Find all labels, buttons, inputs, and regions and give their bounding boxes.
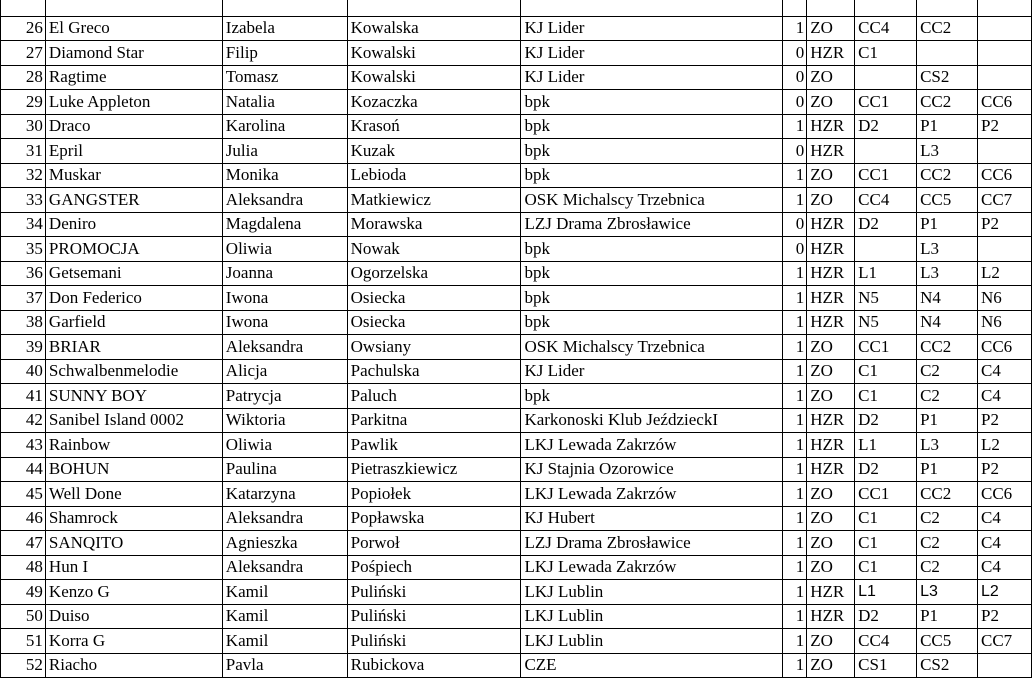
cell-rider-last-name: Popiołek (347, 482, 521, 507)
cell-horse-name: Don Federico (45, 286, 222, 311)
cell-rider-last-name: Parkitna (347, 408, 521, 433)
cell-class-3: CC7 (977, 188, 1031, 213)
cell-entry-number: 42 (1, 408, 46, 433)
table-row (1, 310, 1032, 335)
cell-flag-value: 1 (783, 408, 807, 433)
cell-horse-name: Diamond Star (45, 41, 222, 66)
table-row (1, 90, 1032, 115)
cell-class-3: N6 (977, 310, 1031, 335)
cell-entry-number: 35 (1, 237, 46, 262)
cell-rider-first-name: Karolina (222, 114, 347, 139)
cell-category: HZR (807, 286, 855, 311)
cell-horse-name: El Greco (45, 16, 222, 41)
cell-horse-name: Deniro (45, 212, 222, 237)
cell-class-1: C1 (855, 555, 917, 580)
cell-class-2: CC2 (917, 482, 978, 507)
cell-horse-name: SUNNY BOY (45, 384, 222, 409)
cell-class-3: L2 (977, 433, 1031, 458)
cell-entry-number: 28 (1, 65, 46, 90)
cell-category: HZR (807, 212, 855, 237)
cell-horse-name: Getsemani (45, 261, 222, 286)
cell-class-2: CC2 (917, 90, 978, 115)
cell-club-name: bpk (521, 261, 783, 286)
cell-class-2: P1 (917, 408, 978, 433)
cell-entry-number: 29 (1, 90, 46, 115)
cell-rider-last-name: Kuzak (347, 139, 521, 164)
cell-class-3: C4 (977, 531, 1031, 556)
cell-rider-first-name: Magdalena (222, 212, 347, 237)
cell-entry-number: 49 (1, 580, 46, 605)
cell-category: HZR (807, 237, 855, 262)
table-row (1, 286, 1032, 311)
cell-flag-value: 1 (783, 286, 807, 311)
cell-class-2: CC2 (917, 163, 978, 188)
table-row (1, 384, 1032, 409)
table-row (1, 139, 1032, 164)
cell-category: HZR (807, 139, 855, 164)
table-row (1, 433, 1032, 458)
table-row (1, 604, 1032, 629)
cell-class-2: C2 (917, 359, 978, 384)
cell-class-1: C1 (855, 384, 917, 409)
cell-club-name: LZJ Drama Zbrosławice (521, 531, 783, 556)
cell-club-name: KJ Lider (521, 41, 783, 66)
cell-category: ZO (807, 531, 855, 556)
cell-club-name: bpk (521, 286, 783, 311)
table-row (1, 335, 1032, 360)
cell-rider-first-name: Agnieszka (222, 531, 347, 556)
table-row (1, 580, 1032, 605)
cell-class-2: P1 (917, 457, 978, 482)
table-row (1, 555, 1032, 580)
cell-class-1: D2 (855, 212, 917, 237)
cell-class-3: P2 (977, 114, 1031, 139)
cell-class-2: L3 (917, 433, 978, 458)
cell-class-1: D2 (855, 114, 917, 139)
cell-horse-name: Epril (45, 139, 222, 164)
cell-club-name: CZE (521, 653, 783, 678)
cell-rider-first-name: Pavla (222, 653, 347, 678)
cell-class-2: L3 (917, 580, 978, 605)
cell-horse-name: PROMOCJA (45, 237, 222, 262)
cell-flag-value: 1 (783, 310, 807, 335)
cell-category: HZR (807, 457, 855, 482)
cell-category: ZO (807, 16, 855, 41)
cell-entry-number: 50 (1, 604, 46, 629)
cell-rider-last-name: Porwoł (347, 531, 521, 556)
cell-class-3: C4 (977, 384, 1031, 409)
cell-club-name: KJ Lider (521, 16, 783, 41)
cell-club-name: LKJ Lewada Zakrzów (521, 555, 783, 580)
cell-entry-number: 30 (1, 114, 46, 139)
cell-entry-number: 27 (1, 41, 46, 66)
cell-class-1: L1 (855, 580, 917, 605)
table-row (1, 629, 1032, 654)
cell-rider-last-name: Paluch (347, 384, 521, 409)
cell-class-2: C2 (917, 531, 978, 556)
table-row (1, 653, 1032, 678)
cell-class-1: C1 (855, 359, 917, 384)
cell-rider-first-name: Izabela (222, 16, 347, 41)
cell-class-1: D2 (855, 604, 917, 629)
cell-class-3 (977, 65, 1031, 90)
cell-rider-first-name: Katarzyna (222, 482, 347, 507)
cell-club-name: OSK Michalscy Trzebnica (521, 188, 783, 213)
cell-rider-first-name: Julia (222, 139, 347, 164)
cell-rider-last-name: Lebioda (347, 163, 521, 188)
cell-entry-number: 52 (1, 653, 46, 678)
cell-class-1: C1 (855, 506, 917, 531)
cell-category: ZO (807, 359, 855, 384)
cell-club-name: bpk (521, 237, 783, 262)
cell-rider-first-name: Aleksandra (222, 506, 347, 531)
cell-club-name: KJ Stajnia Ozorowice (521, 457, 783, 482)
cell-rider-last-name: Matkiewicz (347, 188, 521, 213)
cell-class-3: L2 (977, 580, 1031, 605)
cell-class-1: CC1 (855, 482, 917, 507)
cell-class-3 (977, 16, 1031, 41)
table-row (1, 163, 1032, 188)
cell-class-3: N6 (977, 286, 1031, 311)
table-row (1, 237, 1032, 262)
cell-rider-first-name: Kamil (222, 629, 347, 654)
cell-rider-last-name: Morawska (347, 212, 521, 237)
cell-class-3: C4 (977, 506, 1031, 531)
cell-entry-number: 41 (1, 384, 46, 409)
cell-flag-value: 1 (783, 531, 807, 556)
cell-rider-last-name: Kowalska (347, 16, 521, 41)
cell-class-3: P2 (977, 212, 1031, 237)
cell-flag-value: 1 (783, 629, 807, 654)
table-row (1, 359, 1032, 384)
cell-category: ZO (807, 335, 855, 360)
cell-horse-name: Kenzo G (45, 580, 222, 605)
cell-class-2: P1 (917, 114, 978, 139)
cell-class-3: CC6 (977, 163, 1031, 188)
cell-class-3 (977, 653, 1031, 678)
cell-category: ZO (807, 653, 855, 678)
cell-rider-first-name: Aleksandra (222, 188, 347, 213)
cell-entry-number: 43 (1, 433, 46, 458)
cell-entry-number: 45 (1, 482, 46, 507)
cell-horse-name: Luke Appleton (45, 90, 222, 115)
cell-entry-number: 40 (1, 359, 46, 384)
cell-rider-last-name: Popławska (347, 506, 521, 531)
cell-flag-value: 1 (783, 16, 807, 41)
cell-class-1: D2 (855, 408, 917, 433)
cell-class-1: CC4 (855, 16, 917, 41)
cell-club-name: KJ Lider (521, 359, 783, 384)
cell-class-2: N4 (917, 310, 978, 335)
cell-class-1: CC4 (855, 188, 917, 213)
cell-flag-value: 1 (783, 359, 807, 384)
cell-class-3 (977, 237, 1031, 262)
cell-rider-last-name: Kowalski (347, 41, 521, 66)
cell-rider-first-name: Joanna (222, 261, 347, 286)
cell-class-1: CC1 (855, 90, 917, 115)
cell-flag-value: 1 (783, 580, 807, 605)
cell-rider-last-name: Puliński (347, 580, 521, 605)
cell-flag-value: 1 (783, 653, 807, 678)
cell-class-2: L3 (917, 139, 978, 164)
cell-entry-number: 32 (1, 163, 46, 188)
cell-entry-number: 39 (1, 335, 46, 360)
cell-club-name: KJ Lider (521, 65, 783, 90)
cell-flag-value: 1 (783, 163, 807, 188)
cell-class-2: C2 (917, 384, 978, 409)
cell-class-2: L3 (917, 237, 978, 262)
cell-category: HZR (807, 114, 855, 139)
cell-flag-value: 1 (783, 261, 807, 286)
cell-category: ZO (807, 90, 855, 115)
cell-entry-number: 47 (1, 531, 46, 556)
cell-class-2: N4 (917, 286, 978, 311)
cell-rider-first-name: Paulina (222, 457, 347, 482)
table-row (1, 457, 1032, 482)
cell-rider-last-name: Osiecka (347, 286, 521, 311)
cell-rider-first-name: Kamil (222, 604, 347, 629)
cell-class-2: L3 (917, 261, 978, 286)
cell-club-name: KJ Hubert (521, 506, 783, 531)
cell-category: ZO (807, 482, 855, 507)
cell-horse-name: Draco (45, 114, 222, 139)
cell-category: ZO (807, 384, 855, 409)
cell-flag-value: 1 (783, 482, 807, 507)
table-row (1, 16, 1032, 41)
cell-club-name: Karkonoski Klub JeździeckI (521, 408, 783, 433)
cell-class-1: N5 (855, 310, 917, 335)
cell-flag-value: 0 (783, 237, 807, 262)
cell-entry-number: 33 (1, 188, 46, 213)
cell-rider-first-name: Iwona (222, 286, 347, 311)
cell-rider-last-name: Ogorzelska (347, 261, 521, 286)
cell-entry-number: 48 (1, 555, 46, 580)
cell-class-3: CC6 (977, 482, 1031, 507)
cell-class-2 (917, 41, 978, 66)
cell-rider-last-name: Pawlik (347, 433, 521, 458)
cell-class-2: CS2 (917, 653, 978, 678)
cell-rider-first-name: Patrycja (222, 384, 347, 409)
table-row (1, 261, 1032, 286)
cell-flag-value: 1 (783, 457, 807, 482)
cell-rider-last-name: Nowak (347, 237, 521, 262)
cell-horse-name: BRIAR (45, 335, 222, 360)
cell-category: HZR (807, 580, 855, 605)
cell-category: ZO (807, 163, 855, 188)
table-row (1, 531, 1032, 556)
cell-rider-last-name: Kozaczka (347, 90, 521, 115)
cell-class-2: CC2 (917, 335, 978, 360)
cell-club-name: bpk (521, 163, 783, 188)
cell-category: HZR (807, 261, 855, 286)
cell-rider-first-name: Kamil (222, 580, 347, 605)
cell-club-name: LZJ Drama Zbrosławice (521, 212, 783, 237)
cell-category: HZR (807, 41, 855, 66)
cell-entry-number: 44 (1, 457, 46, 482)
cell-class-2: C2 (917, 555, 978, 580)
cell-flag-value: 1 (783, 506, 807, 531)
cell-class-3: C4 (977, 555, 1031, 580)
cell-club-name: LKJ Lublin (521, 604, 783, 629)
cell-flag-value: 1 (783, 335, 807, 360)
cell-class-1: CC1 (855, 335, 917, 360)
cell-flag-value: 1 (783, 384, 807, 409)
cell-horse-name: Well Done (45, 482, 222, 507)
cell-flag-value: 0 (783, 41, 807, 66)
cell-category: ZO (807, 555, 855, 580)
cell-class-3: CC6 (977, 90, 1031, 115)
cell-flag-value: 1 (783, 188, 807, 213)
cell-class-2: CC2 (917, 16, 978, 41)
cell-horse-name: Ragtime (45, 65, 222, 90)
cell-class-3: CC6 (977, 335, 1031, 360)
cell-category: HZR (807, 604, 855, 629)
cell-horse-name: Duiso (45, 604, 222, 629)
cell-class-1 (855, 65, 917, 90)
cell-class-3 (977, 139, 1031, 164)
cell-class-1: L1 (855, 433, 917, 458)
cell-flag-value: 1 (783, 555, 807, 580)
cell-entry-number: 37 (1, 286, 46, 311)
cell-category: HZR (807, 433, 855, 458)
cell-category: ZO (807, 188, 855, 213)
cell-club-name: bpk (521, 384, 783, 409)
cell-class-1: C1 (855, 531, 917, 556)
cell-rider-first-name: Wiktoria (222, 408, 347, 433)
cell-flag-value: 0 (783, 139, 807, 164)
cell-rider-first-name: Aleksandra (222, 555, 347, 580)
cell-rider-last-name: Osiecka (347, 310, 521, 335)
cell-rider-last-name: Krasoń (347, 114, 521, 139)
cell-club-name: LKJ Lewada Zakrzów (521, 433, 783, 458)
cell-horse-name: Sanibel Island 0002 (45, 408, 222, 433)
cell-flag-value: 0 (783, 212, 807, 237)
cell-club-name: bpk (521, 310, 783, 335)
cell-class-3: CC7 (977, 629, 1031, 654)
table-row (1, 506, 1032, 531)
cell-class-3 (977, 41, 1031, 66)
cell-flag-value: 1 (783, 433, 807, 458)
cell-rider-first-name: Filip (222, 41, 347, 66)
cell-class-2: C2 (917, 506, 978, 531)
cell-entry-number: 38 (1, 310, 46, 335)
cell-class-1: CC1 (855, 163, 917, 188)
cell-club-name: LKJ Lublin (521, 580, 783, 605)
cell-class-2: CS2 (917, 65, 978, 90)
cell-rider-last-name: Puliński (347, 629, 521, 654)
cell-entry-number: 34 (1, 212, 46, 237)
cell-entry-number: 51 (1, 629, 46, 654)
cell-class-3: P2 (977, 408, 1031, 433)
cell-horse-name: BOHUN (45, 457, 222, 482)
cell-category: ZO (807, 629, 855, 654)
cell-class-3: P2 (977, 457, 1031, 482)
cell-horse-name: GANGSTER (45, 188, 222, 213)
cell-class-1: C1 (855, 41, 917, 66)
cell-rider-last-name: Pośpiech (347, 555, 521, 580)
cell-entry-number: 36 (1, 261, 46, 286)
cell-class-3: C4 (977, 359, 1031, 384)
cell-category: HZR (807, 310, 855, 335)
cell-club-name: LKJ Lublin (521, 629, 783, 654)
cell-class-3: P2 (977, 604, 1031, 629)
cell-horse-name: Garfield (45, 310, 222, 335)
cell-horse-name: SANQITO (45, 531, 222, 556)
table-row (1, 408, 1032, 433)
table-row-partial (1, 0, 1032, 16)
cell-flag-value: 1 (783, 114, 807, 139)
cell-entry-number: 26 (1, 16, 46, 41)
cell-class-2: P1 (917, 604, 978, 629)
cell-category: ZO (807, 65, 855, 90)
cell-horse-name: Hun I (45, 555, 222, 580)
cell-flag-value: 0 (783, 65, 807, 90)
cell-entry-number: 31 (1, 139, 46, 164)
cell-class-3: L2 (977, 261, 1031, 286)
cell-horse-name: Riacho (45, 653, 222, 678)
cell-class-1 (855, 237, 917, 262)
cell-club-name: LKJ Lewada Zakrzów (521, 482, 783, 507)
cell-club-name: bpk (521, 114, 783, 139)
cell-rider-first-name: Iwona (222, 310, 347, 335)
cell-class-1: L1 (855, 261, 917, 286)
cell-rider-first-name: Natalia (222, 90, 347, 115)
cell-class-2: CC5 (917, 188, 978, 213)
cell-rider-first-name: Tomasz (222, 65, 347, 90)
cell-rider-last-name: Pachulska (347, 359, 521, 384)
cell-rider-last-name: Kowalski (347, 65, 521, 90)
cell-class-1: D2 (855, 457, 917, 482)
cell-rider-first-name: Oliwia (222, 433, 347, 458)
cell-rider-first-name: Oliwia (222, 237, 347, 262)
cell-rider-last-name: Puliński (347, 604, 521, 629)
cell-class-2: P1 (917, 212, 978, 237)
cell-horse-name: Rainbow (45, 433, 222, 458)
table-row (1, 482, 1032, 507)
cell-club-name: OSK Michalscy Trzebnica (521, 335, 783, 360)
cell-category: ZO (807, 506, 855, 531)
cell-rider-first-name: Alicja (222, 359, 347, 384)
table-row (1, 188, 1032, 213)
cell-horse-name: Shamrock (45, 506, 222, 531)
cell-entry-number: 46 (1, 506, 46, 531)
cell-club-name: bpk (521, 139, 783, 164)
cell-class-1: N5 (855, 286, 917, 311)
cell-rider-last-name: Owsiany (347, 335, 521, 360)
cell-horse-name: Schwalbenmelodie (45, 359, 222, 384)
cell-horse-name: Korra G (45, 629, 222, 654)
cell-flag-value: 1 (783, 604, 807, 629)
table-row (1, 41, 1032, 66)
cell-rider-last-name: Pietraszkiewicz (347, 457, 521, 482)
table-row (1, 114, 1032, 139)
cell-category: HZR (807, 408, 855, 433)
cell-flag-value: 0 (783, 90, 807, 115)
cell-rider-last-name: Rubickova (347, 653, 521, 678)
cell-class-1: CC4 (855, 629, 917, 654)
table-row (1, 65, 1032, 90)
cell-rider-first-name: Monika (222, 163, 347, 188)
cell-class-2: CC5 (917, 629, 978, 654)
cell-class-1 (855, 139, 917, 164)
cell-horse-name: Muskar (45, 163, 222, 188)
cell-class-1: CS1 (855, 653, 917, 678)
cell-club-name: bpk (521, 90, 783, 115)
cell-rider-first-name: Aleksandra (222, 335, 347, 360)
table-row (1, 212, 1032, 237)
